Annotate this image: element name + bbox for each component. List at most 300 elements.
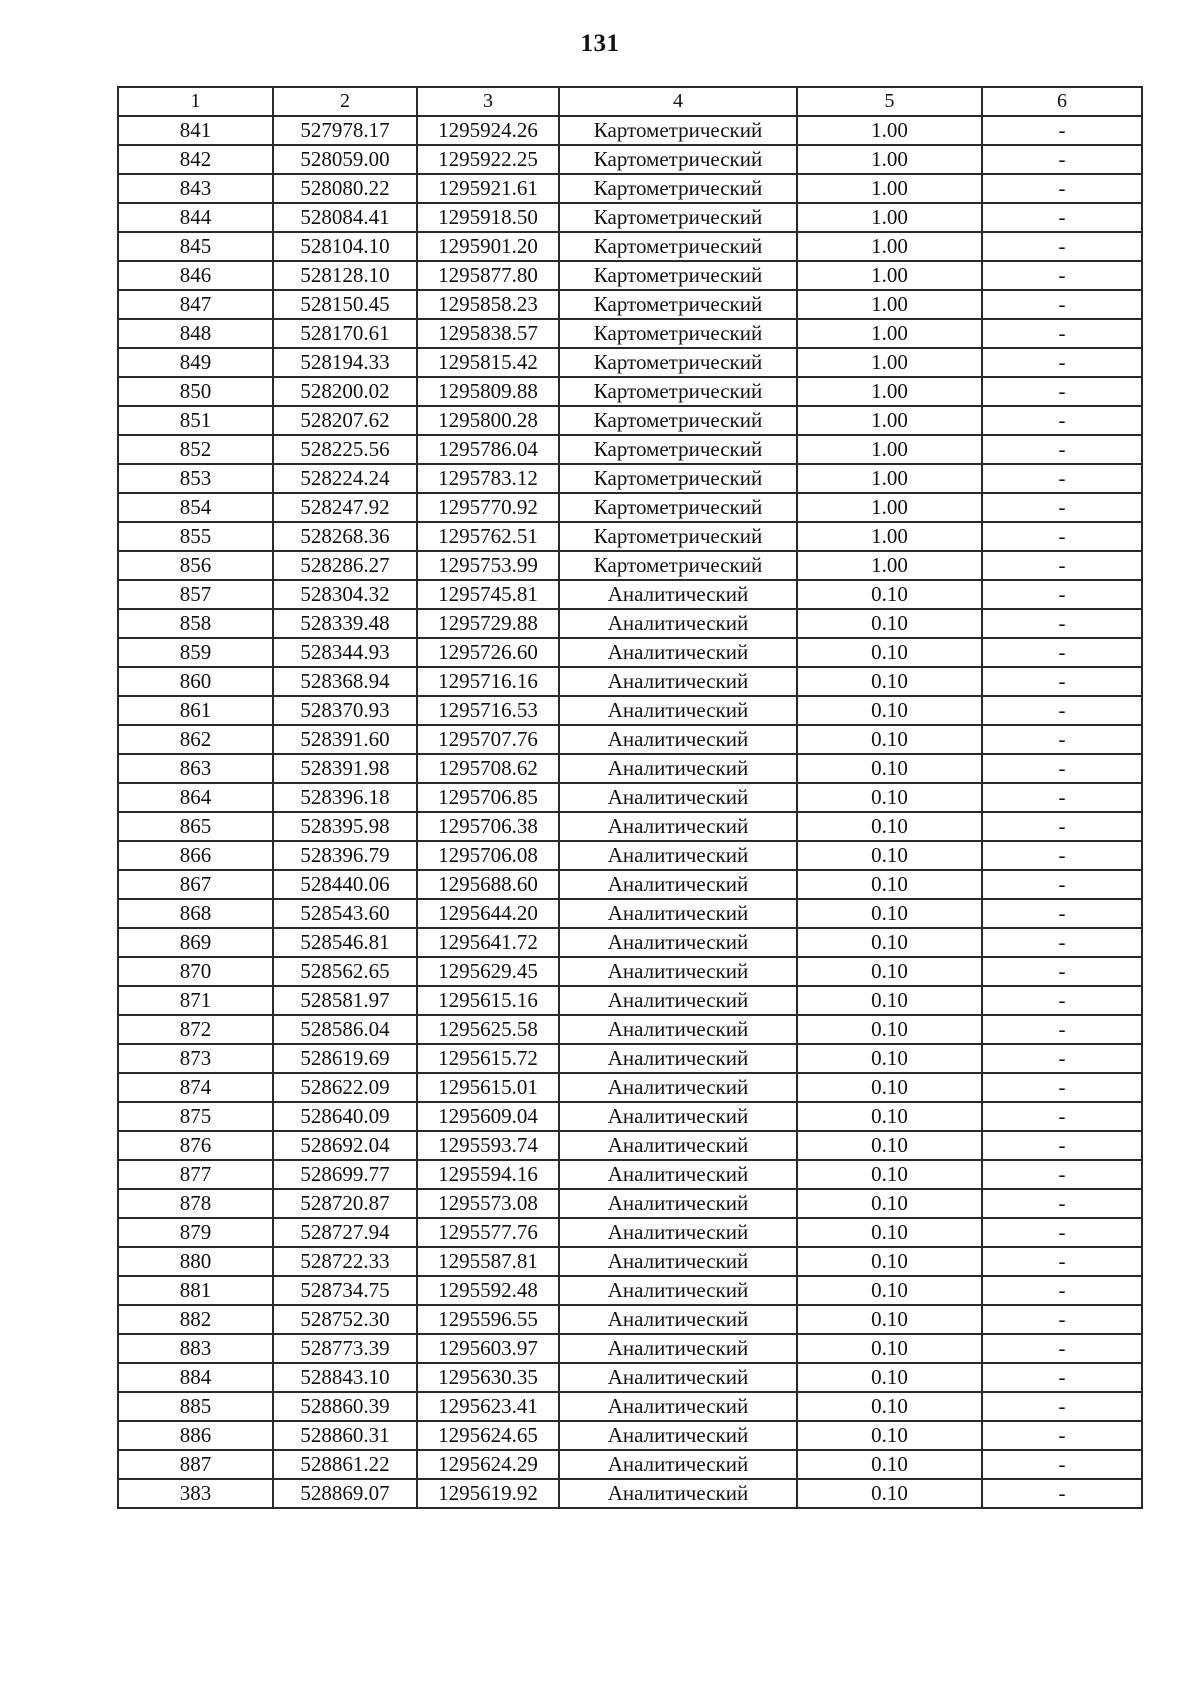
cell-accuracy: 1.00 [797, 522, 982, 551]
table-row [118, 174, 1142, 203]
cell-x: 528860.39 [273, 1392, 417, 1421]
cell-x: 528396.79 [273, 841, 417, 870]
table-row [118, 522, 1142, 551]
cell-accuracy: 0.10 [797, 609, 982, 638]
cell-description: - [982, 812, 1142, 841]
cell-y: 1295753.99 [417, 551, 559, 580]
cell-y: 1295770.92 [417, 493, 559, 522]
cell-x: 528752.30 [273, 1305, 417, 1334]
cell-point-number: 880 [118, 1247, 273, 1276]
cell-point-number: 855 [118, 522, 273, 551]
cell-y: 1295762.51 [417, 522, 559, 551]
table-row [118, 1276, 1142, 1305]
cell-description: - [982, 435, 1142, 464]
cell-accuracy: 1.00 [797, 493, 982, 522]
table-row [118, 986, 1142, 1015]
cell-point-number: 877 [118, 1160, 273, 1189]
cell-accuracy: 0.10 [797, 580, 982, 609]
table-row [118, 1160, 1142, 1189]
cell-point-number: 866 [118, 841, 273, 870]
cell-y: 1295716.53 [417, 696, 559, 725]
cell-method: Аналитический [559, 870, 797, 899]
cell-description: - [982, 1102, 1142, 1131]
cell-y: 1295858.23 [417, 290, 559, 319]
cell-method: Аналитический [559, 1450, 797, 1479]
cell-x: 528843.10 [273, 1363, 417, 1392]
cell-accuracy: 0.10 [797, 1131, 982, 1160]
cell-y: 1295815.42 [417, 348, 559, 377]
cell-description: - [982, 783, 1142, 812]
cell-y: 1295641.72 [417, 928, 559, 957]
cell-y: 1295729.88 [417, 609, 559, 638]
cell-description: - [982, 1131, 1142, 1160]
cell-description: - [982, 522, 1142, 551]
table-row [118, 377, 1142, 406]
table-header [118, 87, 1142, 116]
cell-method: Аналитический [559, 928, 797, 957]
cell-point-number: 862 [118, 725, 273, 754]
cell-x: 528247.92 [273, 493, 417, 522]
cell-method: Картометрический [559, 232, 797, 261]
cell-y: 1295625.58 [417, 1015, 559, 1044]
cell-method: Аналитический [559, 1479, 797, 1508]
cell-description: - [982, 899, 1142, 928]
cell-point-number: 863 [118, 754, 273, 783]
cell-accuracy: 0.10 [797, 1218, 982, 1247]
cell-method: Картометрический [559, 290, 797, 319]
cell-method: Аналитический [559, 667, 797, 696]
cell-method: Аналитический [559, 1131, 797, 1160]
cell-x: 528546.81 [273, 928, 417, 957]
header-row [118, 87, 1142, 116]
cell-x: 528150.45 [273, 290, 417, 319]
cell-description: - [982, 957, 1142, 986]
cell-accuracy: 0.10 [797, 725, 982, 754]
table-row [118, 638, 1142, 667]
table-row [118, 1131, 1142, 1160]
cell-accuracy: 0.10 [797, 1305, 982, 1334]
cell-point-number: 852 [118, 435, 273, 464]
cell-description: - [982, 1392, 1142, 1421]
cell-accuracy: 0.10 [797, 986, 982, 1015]
cell-method: Аналитический [559, 1044, 797, 1073]
cell-accuracy: 0.10 [797, 1189, 982, 1218]
cell-method: Аналитический [559, 899, 797, 928]
cell-x: 528391.98 [273, 754, 417, 783]
table-row [118, 116, 1142, 145]
cell-y: 1295745.81 [417, 580, 559, 609]
table-row [118, 754, 1142, 783]
table-row [118, 1450, 1142, 1479]
cell-x: 528396.18 [273, 783, 417, 812]
column-header-method: 4 [559, 87, 797, 116]
cell-x: 528440.06 [273, 870, 417, 899]
cell-method: Картометрический [559, 551, 797, 580]
cell-description: - [982, 986, 1142, 1015]
cell-point-number: 870 [118, 957, 273, 986]
cell-description: - [982, 928, 1142, 957]
cell-method: Картометрический [559, 174, 797, 203]
cell-y: 1295623.41 [417, 1392, 559, 1421]
cell-y: 1295838.57 [417, 319, 559, 348]
cell-method: Аналитический [559, 725, 797, 754]
cell-point-number: 867 [118, 870, 273, 899]
cell-y: 1295609.04 [417, 1102, 559, 1131]
cell-point-number: 872 [118, 1015, 273, 1044]
cell-accuracy: 0.10 [797, 957, 982, 986]
table-row [118, 783, 1142, 812]
cell-accuracy: 0.10 [797, 1392, 982, 1421]
cell-accuracy: 0.10 [797, 1276, 982, 1305]
table-row [118, 1189, 1142, 1218]
column-header-point-number: 1 [118, 87, 273, 116]
cell-description: - [982, 348, 1142, 377]
cell-point-number: 875 [118, 1102, 273, 1131]
cell-point-number: 853 [118, 464, 273, 493]
table-row [118, 1421, 1142, 1450]
table-row [118, 667, 1142, 696]
cell-point-number: 859 [118, 638, 273, 667]
cell-y: 1295577.76 [417, 1218, 559, 1247]
cell-description: - [982, 551, 1142, 580]
cell-description: - [982, 754, 1142, 783]
cell-x: 528869.07 [273, 1479, 417, 1508]
table-row [118, 696, 1142, 725]
cell-y: 1295573.08 [417, 1189, 559, 1218]
table-row [118, 609, 1142, 638]
cell-description: - [982, 667, 1142, 696]
cell-point-number: 873 [118, 1044, 273, 1073]
cell-description: - [982, 377, 1142, 406]
cell-accuracy: 1.00 [797, 145, 982, 174]
cell-accuracy: 0.10 [797, 1334, 982, 1363]
cell-method: Аналитический [559, 986, 797, 1015]
table-row [118, 1363, 1142, 1392]
cell-method: Картометрический [559, 406, 797, 435]
table-row [118, 1247, 1142, 1276]
cell-x: 528860.31 [273, 1421, 417, 1450]
cell-y: 1295630.35 [417, 1363, 559, 1392]
cell-point-number: 843 [118, 174, 273, 203]
cell-description: - [982, 174, 1142, 203]
cell-accuracy: 1.00 [797, 435, 982, 464]
cell-description: - [982, 1276, 1142, 1305]
cell-method: Аналитический [559, 1363, 797, 1392]
table-row [118, 493, 1142, 522]
cell-description: - [982, 1363, 1142, 1392]
cell-description: - [982, 609, 1142, 638]
cell-method: Картометрический [559, 319, 797, 348]
cell-accuracy: 0.10 [797, 1160, 982, 1189]
table-row [118, 406, 1142, 435]
cell-accuracy: 0.10 [797, 928, 982, 957]
cell-x: 528104.10 [273, 232, 417, 261]
cell-point-number: 886 [118, 1421, 273, 1450]
cell-method: Картометрический [559, 493, 797, 522]
cell-y: 1295707.76 [417, 725, 559, 754]
cell-y: 1295706.08 [417, 841, 559, 870]
cell-description: - [982, 203, 1142, 232]
cell-description: - [982, 696, 1142, 725]
cell-description: - [982, 1015, 1142, 1044]
cell-point-number: 383 [118, 1479, 273, 1508]
cell-y: 1295901.20 [417, 232, 559, 261]
cell-y: 1295629.45 [417, 957, 559, 986]
cell-point-number: 882 [118, 1305, 273, 1334]
cell-method: Картометрический [559, 522, 797, 551]
table-row [118, 725, 1142, 754]
cell-description: - [982, 116, 1142, 145]
table-row [118, 1073, 1142, 1102]
cell-accuracy: 1.00 [797, 348, 982, 377]
cell-point-number: 857 [118, 580, 273, 609]
table-row [118, 261, 1142, 290]
cell-method: Аналитический [559, 696, 797, 725]
table-row [118, 464, 1142, 493]
table-row [118, 957, 1142, 986]
cell-accuracy: 1.00 [797, 377, 982, 406]
cell-point-number: 845 [118, 232, 273, 261]
cell-x: 528286.27 [273, 551, 417, 580]
cell-accuracy: 1.00 [797, 406, 982, 435]
cell-description: - [982, 841, 1142, 870]
cell-description: - [982, 232, 1142, 261]
cell-x: 528773.39 [273, 1334, 417, 1363]
column-header-accuracy: 5 [797, 87, 982, 116]
cell-point-number: 842 [118, 145, 273, 174]
cell-y: 1295924.26 [417, 116, 559, 145]
cell-method: Аналитический [559, 1392, 797, 1421]
cell-accuracy: 1.00 [797, 174, 982, 203]
cell-point-number: 849 [118, 348, 273, 377]
cell-x: 528207.62 [273, 406, 417, 435]
table-row [118, 1015, 1142, 1044]
table-row [118, 551, 1142, 580]
cell-method: Аналитический [559, 1218, 797, 1247]
cell-y: 1295877.80 [417, 261, 559, 290]
cell-x: 528368.94 [273, 667, 417, 696]
cell-y: 1295922.25 [417, 145, 559, 174]
cell-description: - [982, 290, 1142, 319]
cell-point-number: 874 [118, 1073, 273, 1102]
cell-y: 1295644.20 [417, 899, 559, 928]
table-row [118, 1102, 1142, 1131]
cell-description: - [982, 1218, 1142, 1247]
cell-accuracy: 1.00 [797, 551, 982, 580]
cell-description: - [982, 1450, 1142, 1479]
table-row [118, 435, 1142, 464]
cell-point-number: 841 [118, 116, 273, 145]
cell-y: 1295921.61 [417, 174, 559, 203]
cell-point-number: 876 [118, 1131, 273, 1160]
cell-y: 1295624.29 [417, 1450, 559, 1479]
cell-x: 528059.00 [273, 145, 417, 174]
cell-accuracy: 0.10 [797, 1363, 982, 1392]
cell-method: Картометрический [559, 145, 797, 174]
cell-point-number: 844 [118, 203, 273, 232]
cell-x: 528543.60 [273, 899, 417, 928]
cell-method: Аналитический [559, 1421, 797, 1450]
column-header-description: 6 [982, 87, 1142, 116]
table-row [118, 1479, 1142, 1508]
cell-description: - [982, 406, 1142, 435]
cell-method: Аналитический [559, 580, 797, 609]
cell-description: - [982, 1479, 1142, 1508]
cell-method: Картометрический [559, 435, 797, 464]
cell-x: 528225.56 [273, 435, 417, 464]
cell-x: 528370.93 [273, 696, 417, 725]
cell-accuracy: 1.00 [797, 203, 982, 232]
cell-point-number: 851 [118, 406, 273, 435]
cell-x: 528640.09 [273, 1102, 417, 1131]
cell-x: 528562.65 [273, 957, 417, 986]
table-row [118, 290, 1142, 319]
table-row [118, 1305, 1142, 1334]
cell-method: Аналитический [559, 609, 797, 638]
cell-x: 528200.02 [273, 377, 417, 406]
cell-description: - [982, 1305, 1142, 1334]
cell-method: Аналитический [559, 1334, 797, 1363]
cell-method: Аналитический [559, 638, 797, 667]
table-row [118, 1044, 1142, 1073]
cell-method: Аналитический [559, 812, 797, 841]
cell-x: 528170.61 [273, 319, 417, 348]
column-header-y: 3 [417, 87, 559, 116]
cell-method: Аналитический [559, 783, 797, 812]
cell-x: 528224.24 [273, 464, 417, 493]
cell-x: 528622.09 [273, 1073, 417, 1102]
cell-method: Картометрический [559, 464, 797, 493]
cell-point-number: 883 [118, 1334, 273, 1363]
cell-x: 528727.94 [273, 1218, 417, 1247]
cell-point-number: 848 [118, 319, 273, 348]
cell-method: Аналитический [559, 1160, 797, 1189]
cell-accuracy: 0.10 [797, 1044, 982, 1073]
cell-description: - [982, 1334, 1142, 1363]
cell-description: - [982, 1160, 1142, 1189]
cell-description: - [982, 493, 1142, 522]
cell-x: 528720.87 [273, 1189, 417, 1218]
column-header-x: 2 [273, 87, 417, 116]
table-row [118, 145, 1142, 174]
cell-point-number: 850 [118, 377, 273, 406]
cell-point-number: 854 [118, 493, 273, 522]
cell-accuracy: 0.10 [797, 783, 982, 812]
cell-point-number: 858 [118, 609, 273, 638]
table-row [118, 899, 1142, 928]
cell-accuracy: 1.00 [797, 261, 982, 290]
cell-point-number: 868 [118, 899, 273, 928]
cell-y: 1295615.16 [417, 986, 559, 1015]
cell-y: 1295716.16 [417, 667, 559, 696]
cell-x: 528699.77 [273, 1160, 417, 1189]
cell-x: 528128.10 [273, 261, 417, 290]
table-row [118, 870, 1142, 899]
cell-x: 528194.33 [273, 348, 417, 377]
cell-accuracy: 0.10 [797, 812, 982, 841]
cell-x: 527978.17 [273, 116, 417, 145]
table-row [118, 1392, 1142, 1421]
cell-point-number: 869 [118, 928, 273, 957]
cell-point-number: 885 [118, 1392, 273, 1421]
cell-x: 528581.97 [273, 986, 417, 1015]
cell-accuracy: 0.10 [797, 1102, 982, 1131]
cell-point-number: 860 [118, 667, 273, 696]
cell-accuracy: 1.00 [797, 464, 982, 493]
cell-x: 528395.98 [273, 812, 417, 841]
cell-method: Картометрический [559, 116, 797, 145]
cell-method: Аналитический [559, 1276, 797, 1305]
cell-method: Картометрический [559, 377, 797, 406]
cell-point-number: 881 [118, 1276, 273, 1305]
cell-y: 1295706.85 [417, 783, 559, 812]
cell-point-number: 856 [118, 551, 273, 580]
table-row [118, 348, 1142, 377]
cell-y: 1295619.92 [417, 1479, 559, 1508]
cell-y: 1295726.60 [417, 638, 559, 667]
cell-x: 528734.75 [273, 1276, 417, 1305]
cell-method: Аналитический [559, 957, 797, 986]
cell-y: 1295688.60 [417, 870, 559, 899]
cell-description: - [982, 1189, 1142, 1218]
cell-accuracy: 0.10 [797, 899, 982, 928]
cell-x: 528861.22 [273, 1450, 417, 1479]
cell-y: 1295587.81 [417, 1247, 559, 1276]
table-row [118, 232, 1142, 261]
cell-y: 1295603.97 [417, 1334, 559, 1363]
cell-point-number: 865 [118, 812, 273, 841]
cell-accuracy: 0.10 [797, 638, 982, 667]
cell-point-number: 847 [118, 290, 273, 319]
cell-point-number: 871 [118, 986, 273, 1015]
cell-accuracy: 0.10 [797, 754, 982, 783]
cell-accuracy: 0.10 [797, 870, 982, 899]
table-row [118, 928, 1142, 957]
cell-description: - [982, 580, 1142, 609]
cell-x: 528619.69 [273, 1044, 417, 1073]
cell-y: 1295594.16 [417, 1160, 559, 1189]
cell-y: 1295615.72 [417, 1044, 559, 1073]
cell-y: 1295800.28 [417, 406, 559, 435]
table-row [118, 203, 1142, 232]
cell-description: - [982, 725, 1142, 754]
cell-x: 528080.22 [273, 174, 417, 203]
cell-description: - [982, 1247, 1142, 1276]
cell-accuracy: 0.10 [797, 1450, 982, 1479]
cell-point-number: 861 [118, 696, 273, 725]
cell-y: 1295809.88 [417, 377, 559, 406]
table-row [118, 812, 1142, 841]
cell-description: - [982, 1421, 1142, 1450]
cell-method: Картометрический [559, 261, 797, 290]
cell-description: - [982, 870, 1142, 899]
cell-y: 1295615.01 [417, 1073, 559, 1102]
cell-x: 528344.93 [273, 638, 417, 667]
cell-accuracy: 1.00 [797, 116, 982, 145]
cell-y: 1295706.38 [417, 812, 559, 841]
cell-description: - [982, 464, 1142, 493]
cell-accuracy: 1.00 [797, 232, 982, 261]
table-body [118, 116, 1142, 1508]
cell-accuracy: 0.10 [797, 1247, 982, 1276]
cell-accuracy: 1.00 [797, 319, 982, 348]
cell-accuracy: 0.10 [797, 1015, 982, 1044]
cell-accuracy: 0.10 [797, 1073, 982, 1102]
cell-x: 528084.41 [273, 203, 417, 232]
cell-accuracy: 0.10 [797, 1479, 982, 1508]
cell-method: Аналитический [559, 1015, 797, 1044]
cell-method: Аналитический [559, 1073, 797, 1102]
